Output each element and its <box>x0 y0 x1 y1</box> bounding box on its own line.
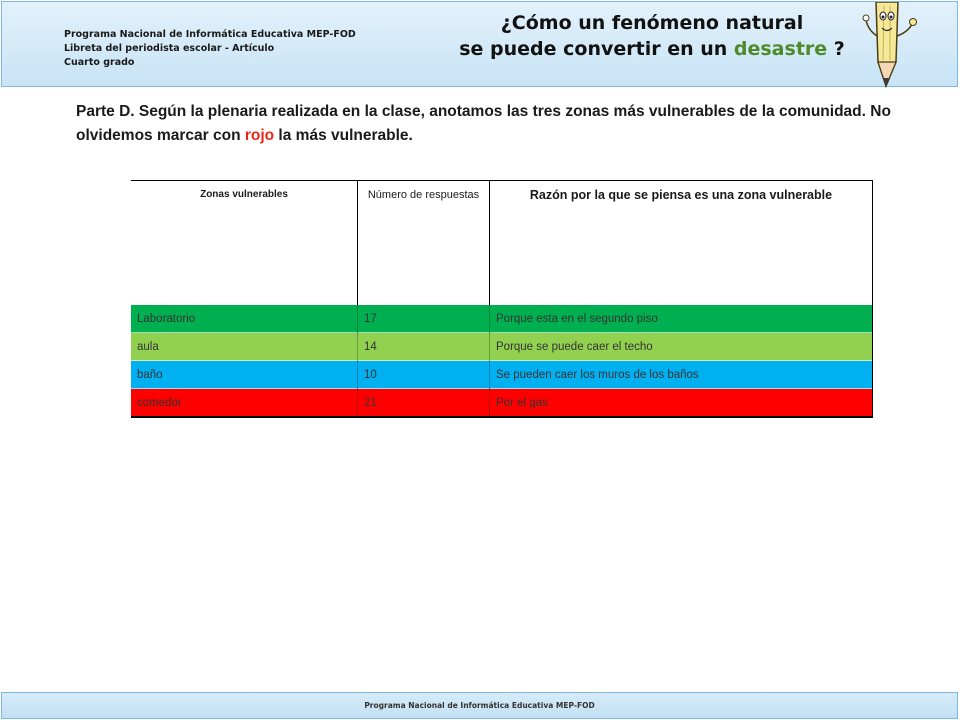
header-info <box>64 28 356 70</box>
notebook-name: Libreta del periodista escolar - Artículo <box>64 43 275 54</box>
pencil-character-icon <box>862 2 942 88</box>
instructions-end: la más vulnerable. <box>274 127 413 144</box>
cell-zone: Laboratorio <box>131 305 358 333</box>
cell-reason: Se pueden caer los muros de los baños <box>490 361 873 389</box>
header-zones: Zonas vulnerables <box>131 181 358 306</box>
table-header-row <box>131 181 873 306</box>
cell-count: 17 <box>358 305 490 333</box>
title-line-2-end: ? <box>827 38 845 60</box>
table-row <box>131 305 873 333</box>
vulnerable-zones-table <box>131 180 873 418</box>
cell-zone: aula <box>131 333 358 361</box>
cell-reason: Porque esta en el segundo piso <box>490 305 873 333</box>
grade-label: Cuarto grado <box>64 57 135 68</box>
table-row <box>131 333 873 361</box>
instructions-text <box>76 100 936 148</box>
title-line-2-start: se puede convertir en un <box>459 38 734 60</box>
header-reason: Razón por la que se piensa es una zona vulnerable <box>490 181 873 306</box>
footer-banner <box>1 692 958 719</box>
instructions-red-word: rojo <box>244 127 275 144</box>
cell-reason: Porque se puede caer el techo <box>490 333 873 361</box>
program-name: Programa Nacional de Informática Educativa MEP-FOD <box>64 29 356 40</box>
instructions-start: Parte D. Según la plenaria realizada en la clase, anotamos las tres zonas más vulnerables de la comunidad. No olvidemos marcar con <box>76 103 891 144</box>
table-row <box>131 389 873 418</box>
title-line-1: ¿Cómo un fenómeno natural <box>500 12 804 34</box>
cell-count: 10 <box>358 361 490 389</box>
table-row <box>131 361 873 389</box>
cell-reason: Por el gas <box>490 389 873 418</box>
title-line-2 <box>442 36 862 62</box>
cell-count: 14 <box>358 333 490 361</box>
cell-zone: baño <box>131 361 358 389</box>
cell-zone: comedor <box>131 389 358 418</box>
title-highlight-word: desastre <box>733 38 828 60</box>
cell-count: 21 <box>358 389 490 418</box>
footer-text: Programa Nacional de Informática Educativa MEP-FOD <box>364 701 595 710</box>
page-title <box>442 10 862 62</box>
header-count: Número de respuestas <box>358 181 490 306</box>
header-banner <box>1 1 958 87</box>
